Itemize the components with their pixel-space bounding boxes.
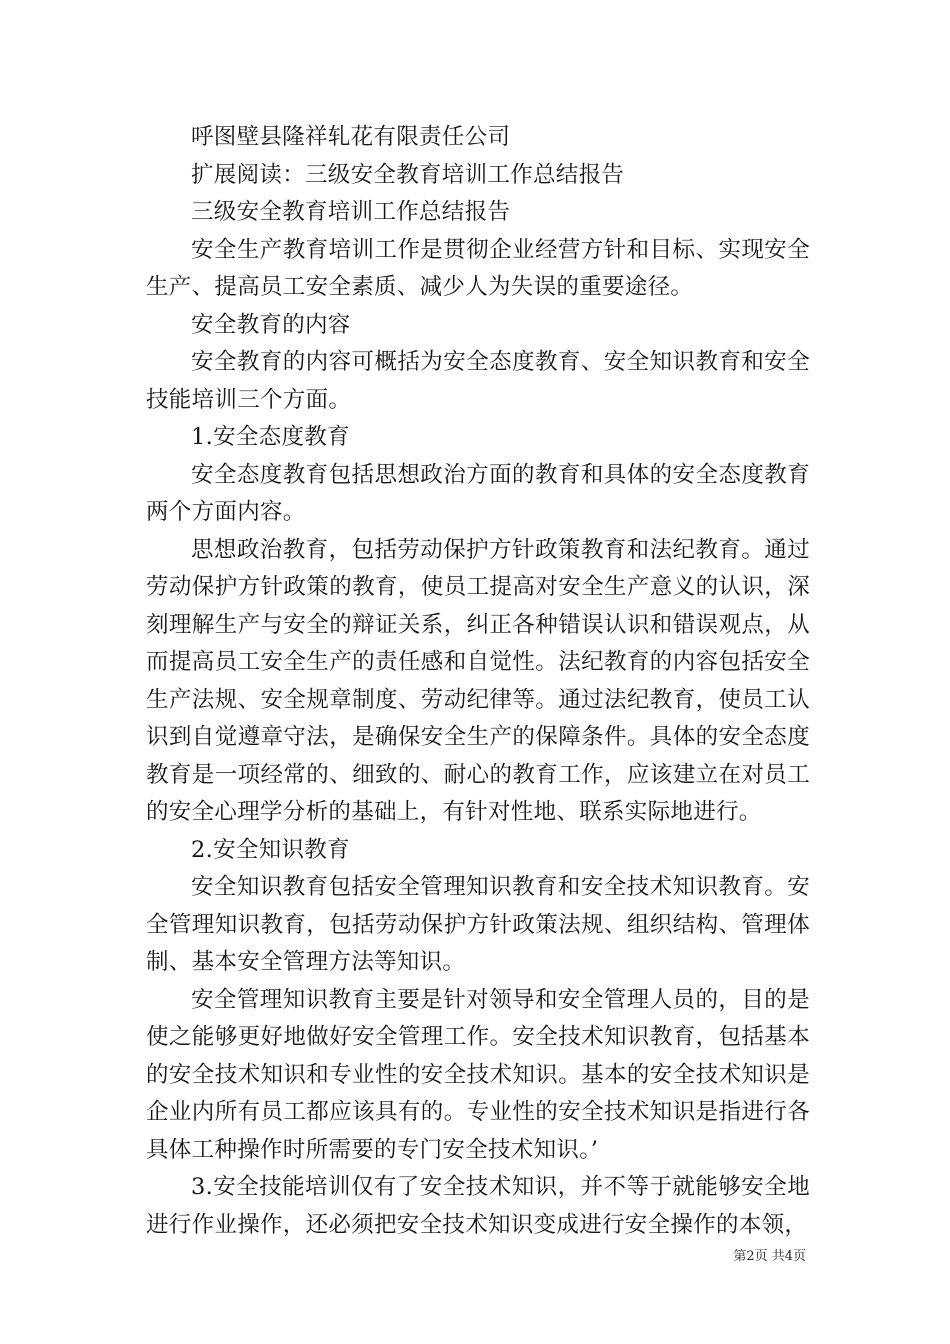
paragraph: 安全生产教育培训工作是贯彻企业经营方针和目标、实现安全生产、提高员工安全素质、减少人为失误的重要途径。 (146, 236, 810, 300)
subsection-heading: 2.安全知识教育 (191, 836, 350, 863)
paragraph: 安全管理知识教育主要是针对领导和安全管理人员的，目的是使之能够更好地做好安全管理工作。安全技术知识教育，包括基本的安全技术知识和专业性的安全技术知识。基本的安全技术知识是企业内所有员工都应该具有的。专业性的安全技术知识是指进行各具体工种操作时所需要的专门安全技术知识。’ (146, 986, 810, 1163)
paragraph: 安全态度教育包括思想政治方面的教育和具体的安全态度教育两个方面内容。 (146, 461, 810, 525)
section-heading: 安全教育的内容 (191, 311, 351, 338)
paragraph: 思想政治教育，包括劳动保护方针政策教育和法纪教育。通过劳动保护方针政策的教育，使员工提高对安全生产意义的认识，深刻理解生产与安全的辩证关系，纠正各种错误认识和错误观点，从而提高员工安全生产的责任感和自觉性。法纪教育的内容包括安全生产法规、安全规章制度、劳动纪律等。通过法纪教育，使员工认识到自觉遵章守法，是确保安全生产的保障条件。具体的安全态度教育是一项经常的、细致的、耐心的教育工作，应该建立在对员工的安全心理学分析的基础上，有针对性地、联系实际地进行。 (146, 536, 810, 825)
paragraph: 3.安全技能培训仅有了安全技术知识，并不等于就能够安全地进行作业操作，还必须把安全技术知识变成进行安全操作的本领， (146, 1174, 810, 1238)
paragraph: 安全教育的内容可概括为安全态度教育、安全知识教育和安全技能培训三个方面。 (146, 349, 810, 413)
document-body (146, 119, 810, 1244)
report-title-line: 三级安全教育培训工作总结报告 (191, 199, 511, 225)
subsection-heading: 1.安全态度教育 (191, 424, 350, 450)
extended-reading-line: 扩展阅读：三级安全教育培训工作总结报告 (191, 161, 625, 188)
page-number: 第2页 共4页 (733, 1249, 806, 1264)
paragraph: 安全知识教育包括安全管理知识教育和安全技术知识教育。安全管理知识教育，包括劳动保护方针政策法规、组织结构、管理体制、基本安全管理方法等知识。 (146, 874, 810, 975)
company-name-line: 呼图壁县隆祥轧花有限责任公司 (191, 124, 511, 150)
